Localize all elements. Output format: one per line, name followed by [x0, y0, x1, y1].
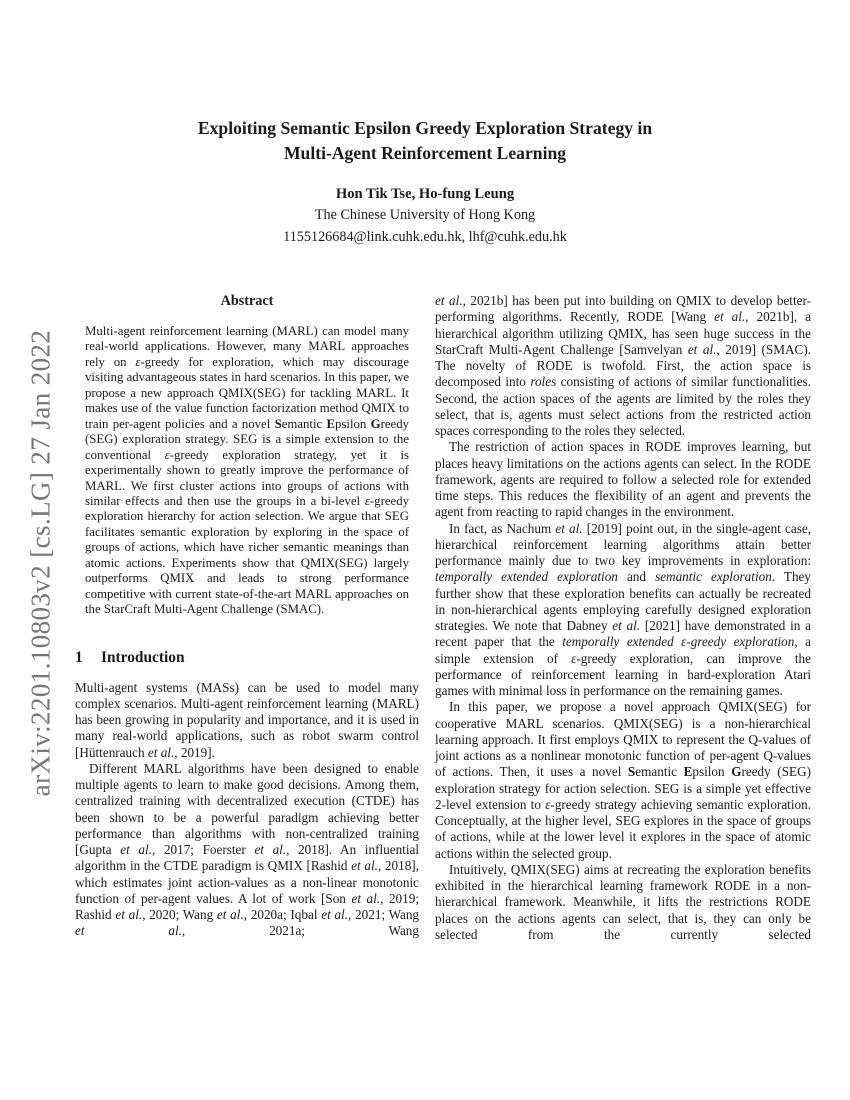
- section-heading-introduction: [75, 649, 419, 667]
- arxiv-watermark: arXiv:2201.10803v2 [cs.LG] 27 Jan 2022: [25, 329, 56, 797]
- author-names: Hon Tik Tse, Ho-fung Leung: [335, 186, 515, 202]
- abstract-heading: Abstract: [220, 293, 274, 309]
- right-paragraph-4: In this paper, we propose a novel approach QMIX(SEG) for cooperative MARL scenarios. QMIX(SEG) is a non-hierarchical learning approach. It first employs QMIX to represent the Q-values of joint actions as a nonlinear monotonic function of per-agent Q-values of actions. Then, it uses a novel Semantic Epsilon Greedy (SEG) exploration strategy for action selection. SEG is a simple yet effective 2-level extension to ε-greedy strategy achieving semantic exploration. Conceptually, at the higher level, SEG explores in the space of groups of actions, while at the lower level it explores in the space of atomic actions within the selected group.: [435, 699, 811, 861]
- right-paragraph-1: et al., 2021b] has been put into building on QMIX to develop better-performing algorithms. Recently, RODE [Wang et al., 2021b], a hierarchical algorithm utilizing QMIX, has seen huge success in the StarCraft Multi-Agent Challenge [Samvelyan et al., 2019] (SMAC). The novelty of RODE is twofold. First, the action space is decomposed into roles consisting of actions of similar functionalities. Second, the action spaces of the agents are limited by the roles they select, that is, agents must select actions from the restricted action spaces corresponding to the roles they selected.: [435, 293, 812, 438]
- right-paragraph-3: In fact, as Nachum et al. [2019] point out, in the single-agent case, hierarchical reinforcement learning algorithms attain better performance mainly due to two key improvements in exploration: temporally extended exploration and semantic exploration. They further show that these exploration benefits can actually be recreated in non-hierarchical agents employing carefully designed exploration strategies. We note that Dabney et al. [2021] have demonstrated in a recent paper that the temporally extended ε-greedy exploration, a simple extension of ε-greedy exploration, can improve the performance of reinforcement learning in hard-exploration Atari games with minimal loss in performance on the remaining games.: [435, 520, 812, 698]
- paper-title-line-2: Multi-Agent Reinforcement Learning: [283, 142, 567, 163]
- author-affiliation: The Chinese University of Hong Kong: [314, 207, 536, 223]
- paper-header: [0, 116, 850, 248]
- section-number: 1: [75, 648, 83, 666]
- left-column: [75, 293, 419, 940]
- paper-title-line-1: Exploiting Semantic Epsilon Greedy Exploration Strategy in: [197, 118, 653, 138]
- section-title: Introduction: [101, 648, 185, 666]
- intro-paragraph-2: Different MARL algorithms have been designed to enable multiple agents to learn to make good decisions. Among them, centralized training with decentralized execution (CTDE) has been shown to be a powerful paradigm achieving better performance than algorithms with non-centralized training [Gupta et al., 2017; Foerster et al., 2018]. An influential algorithm in the CTDE paradigm is QMIX [Rashid et al., 2018], which estimates joint action-values as a non-linear monotonic function of per-agent values. A lot of work [Son et al., 2019; Rashid et al., 2020; Wang et al., 2020a; Iqbal et al., 2021; Wang et al., 2021a; Wang: [75, 760, 420, 939]
- right-paragraph-2: The restriction of action spaces in RODE improves learning, but places heavy limitations on the actions agents can select. In the RODE framework, agents are required to follow a selected role for extended time steps. This reduces the flexibility of an agent and prevents the agent from reacting to rapid changes in the environment.: [435, 439, 811, 520]
- right-paragraph-5: Intuitively, QMIX(SEG) aims at recreating the exploration benefits exhibited in the hierarchical learning framework RODE in a non-hierarchical framework. Meanwhile, it lifts the restrictions RODE places on the actions agents can select, that is, they can only be selected from the currently selected: [435, 861, 811, 942]
- abstract-body: Multi-agent reinforcement learning (MARL) can model many real-world applications. However, many MARL approaches rely on ε-greedy for exploration, which may discourage visiting advantageous states in hard scenarios. In this paper, we propose a new approach QMIX(SEG) for tackling MARL. It makes use of the value function factorization method QMIX to train per-agent policies and a novel Semantic Epsilon Greedy (SEG) exploration strategy. SEG is a simple extension to the conventional ε-greedy exploration strategy, yet it is experimentally shown to greatly improve the performance of MARL. We first cluster actions into groups of actions with similar effects and then use the groups in a bi-level ε-greedy exploration hierarchy for action selection. We argue that SEG facilitates semantic exploration by exploring in the space of groups of actions, which have richer semantic meanings than atomic actions. Experiments show that QMIX(SEG) largely outperforms QMIX and leads to strong performance competitive with current state-of-the-art MARL approaches on the StarCraft Multi-Agent Challenge (SMAC).: [85, 324, 410, 617]
- author-emails: 1155126684@link.cuhk.edu.hk, lhf@cuhk.edu.hk: [283, 228, 567, 245]
- intro-paragraph-1: Multi-agent systems (MASs) can be used to model many complex scenarios. Multi-agent reinforcement learning (MARL) has been growing in popularity and importance, and it is used in many real-world applications, such as robot swarm control [Hüttenrauch et al., 2019].: [75, 679, 419, 760]
- right-column: [435, 293, 811, 943]
